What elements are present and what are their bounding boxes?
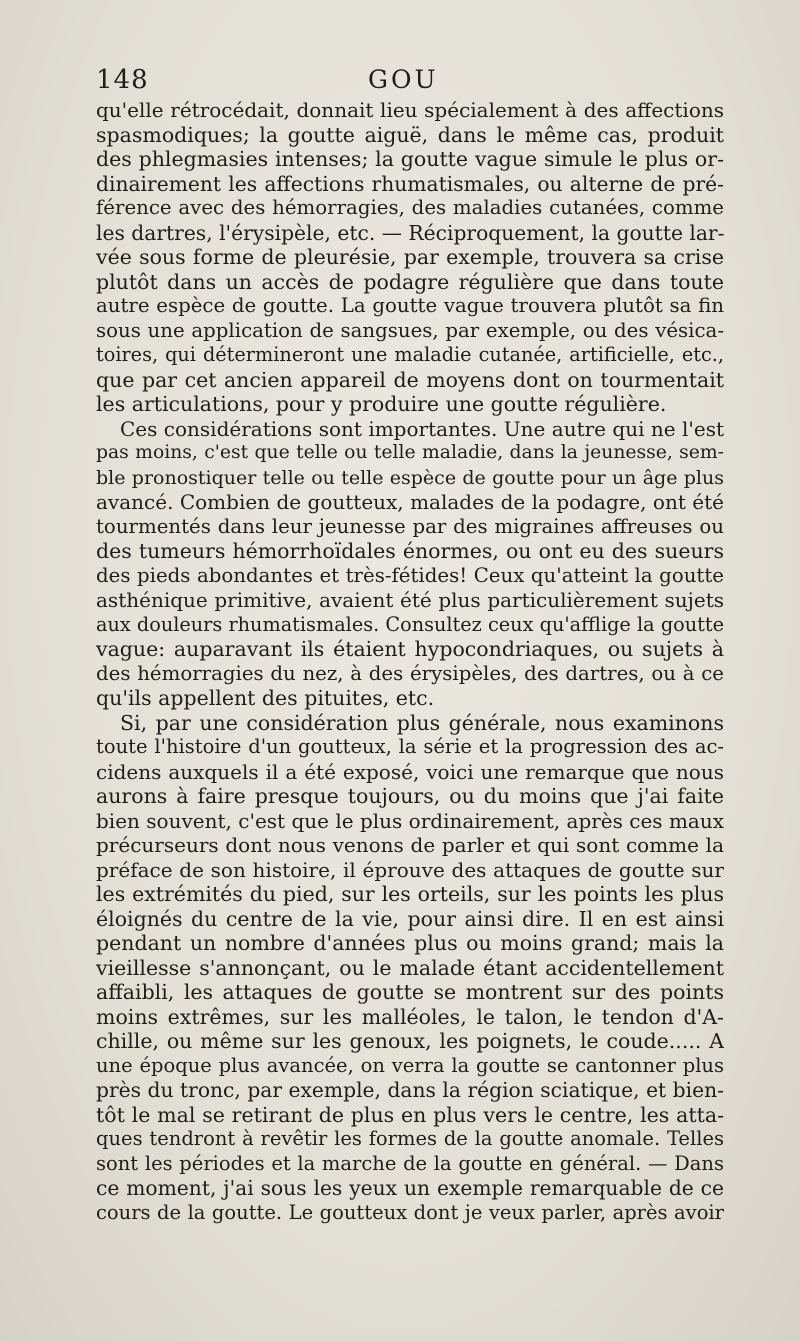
text-line: chille, ou même sur les genoux, les poignets, le coude..... A [96,1029,724,1053]
text-line: les extrémités du pied, sur les orteils, sur les points les plus [96,882,724,906]
text-line: vée sous forme de pleurésie, par exemple, trouvera sa crise [96,245,724,269]
text-line: des tumeurs hémorrhoïdales énormes, ou ont eu des sueurs [96,539,724,563]
text-line: pas moins, c'est que telle ou telle maladie, dans la jeunesse, sem- [96,442,724,463]
text-line: ce moment, j'ai sous les yeux un exemple remarquable de ce [96,1176,724,1200]
text-line: pendant un nombre d'années plus ou moins grand; mais la [96,931,724,955]
text-line: aux douleurs rhumatismales. Consultez ceux qu'afflige la goutte [96,612,724,636]
text-line: spasmodiques; la goutte aiguë, dans le même cas, produit [96,122,724,147]
text-line: affaibli, les attaques de goutte se montrent sur des points [96,980,724,1004]
text-line: des phlegmasies intenses; la goutte vague simule le plus or- [96,147,724,171]
text-line: les articulations, pour y produire une goutte régulière. [96,392,667,416]
text-line: tôt le mal se retirant de plus en plus vers le centre, les atta- [96,1102,724,1127]
text-line: préface de son histoire, il éprouve des attaques de goutte sur [96,857,724,882]
text-line: les dartres, l'érysipèle, etc. — Réciproquement, la goutte lar- [96,220,724,245]
text-line: près du tronc, par exemple, dans la région sciatique, et bien- [96,1078,724,1102]
text-line: plutôt dans un accès de podagre régulière que dans toute [96,269,724,294]
text-line: ble pronostiquer telle ou telle espèce de goutte pour un âge plus [96,466,724,489]
page-number: 148 [96,65,149,95]
text-line: avancé. Combien de goutteux, malades de la podagre, ont été [96,490,724,514]
text-line: moins extrêmes, sur les malléoles, le talon, le tendon d'A- [96,1004,724,1029]
text-line: éloignés du centre de la vie, pour ainsi dire. Il en est ainsi [96,906,724,931]
text-line: férence avec des hémorragies, des maladies cutanées, comme [96,196,724,219]
body-text [96,98,724,1225]
text-line: autre espèce de goutte. La goutte vague trouvera plutôt sa fin [96,294,724,317]
running-head: GOU [368,65,439,94]
text-line: ques tendront à revêtir les formes de la goutte anomale. Telles [96,1127,724,1150]
text-line: Si, par une considération plus générale, nous examinons [120,710,724,735]
text-line: dinairement les affections rhumatismales, ou alterne de pré- [96,171,724,196]
text-line: qu'elle rétrocédait, donnait lieu spécialement à des affections [96,98,724,122]
text-line: bien souvent, c'est que le plus ordinairement, après ces maux [96,808,724,833]
text-line: que par cet ancien appareil de moyens dont on tourmentait [96,367,724,392]
text-line: vieillesse s'annonçant, ou le malade étant accidentellement [96,955,724,980]
text-line: qu'ils appellent des pituites, etc. [96,686,435,710]
text-line: des pieds abondantes et très-fétides! Ceux qu'atteint la goutte [96,563,724,587]
text-line: vague: auparavant ils étaient hypocondriaques, ou sujets à [96,637,724,661]
text-line: une époque plus avancée, on verra la goutte se cantonner plus [96,1053,724,1077]
text-line: asthénique primitive, avaient été plus particulièrement sujets [96,588,724,612]
text-line: Ces considérations sont importantes. Une autre qui ne l'est [120,416,724,441]
text-line: cidens auxquels il a été exposé, voici une remarque que nous [96,759,724,784]
text-line: aurons à faire presque toujours, ou du moins que j'ai faite [96,784,724,808]
text-line: précurseurs dont nous venons de parler et qui sont comme la [96,833,724,857]
page-header [96,62,724,98]
text-line: tourmentés dans leur jeunesse par des migraines affreuses ou [96,514,724,538]
text-line: des hémorragies du nez, à des érysipèles, des dartres, ou à ce [96,661,724,685]
text-line: cours de la goutte. Le goutteux dont je veux parler, après avoir [96,1200,724,1224]
text-line: toute l'histoire d'un goutteux, la série et la progression des ac- [96,735,724,758]
text-line: toires, qui détermineront une maladie cutanée, artificielle, etc., [96,343,724,366]
text-line: sous une application de sangsues, par exemple, ou des vésica- [96,318,724,342]
text-line: sont les périodes et la marche de la goutte en général. — Dans [96,1151,724,1175]
